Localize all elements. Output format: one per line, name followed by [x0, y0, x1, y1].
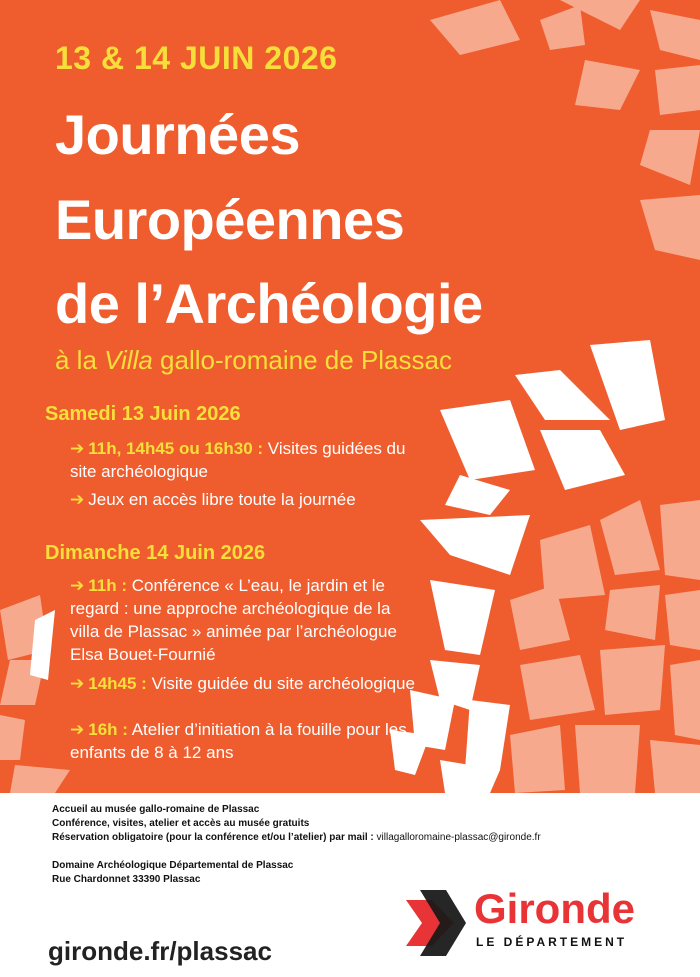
title-line-2: Européennes	[55, 188, 405, 251]
info-text: Accueil au musée gallo-romaine de Plassac	[52, 804, 260, 815]
email-link[interactable]: villagalloromaine-plassac@gironde.fr	[376, 832, 541, 843]
info-text: Domaine Archéologique Départemental de Plassac	[52, 860, 294, 871]
arrow-icon: ➔	[70, 674, 85, 693]
logo-subtitle: LE DÉPARTEMENT	[476, 935, 628, 949]
item-text: Atelier d’initiation à la fouille pour les enfants de 8 à 12 ans	[70, 720, 407, 762]
item-text: Conférence « L’eau, le jardin et le regard : une approche archéologique de la villa de Plassac » animée par l’archéologue Elsa Bouet-Fournié	[70, 576, 397, 664]
event-dates: 13 & 14 JUIN 2026	[55, 40, 338, 76]
info-line	[52, 817, 612, 831]
website-link[interactable]: gironde.fr/plassac	[48, 936, 272, 966]
info-line	[52, 803, 612, 817]
item-time: 11h :	[88, 576, 127, 595]
title-line-3: de l’Archéologie	[55, 272, 483, 335]
spacer	[52, 845, 612, 859]
schedule-item	[70, 437, 415, 483]
arrow-icon: ➔	[70, 576, 85, 595]
gironde-logo	[398, 885, 668, 958]
info-line	[52, 859, 612, 873]
day-heading-saturday: Samedi 13 Juin 2026	[45, 403, 241, 425]
subtitle-prefix: à la	[55, 345, 105, 375]
info-text: Rue Chardonnet 33390 Plassac	[52, 874, 201, 885]
arrow-icon: ➔	[70, 490, 85, 509]
schedule-item	[70, 574, 415, 666]
schedule-item	[70, 488, 415, 511]
gironde-arrow-icon	[398, 888, 468, 958]
item-time: 11h, 14h45 ou 16h30 :	[88, 439, 264, 458]
subtitle-suffix: gallo-romaine de Plassac	[152, 345, 452, 375]
practical-info	[52, 803, 612, 887]
item-text: Visite guidée du site archéologique	[146, 674, 415, 693]
item-text: Jeux en accès libre toute la journée	[88, 490, 356, 509]
subtitle	[55, 345, 452, 376]
arrow-icon: ➔	[70, 720, 85, 739]
schedule-item	[70, 672, 415, 695]
logo-wordmark: Gironde	[474, 885, 636, 932]
subtitle-italic: Villa	[104, 345, 153, 375]
info-text: Réservation obligatoire (pour la conférence et/ou l’atelier) par mail :	[52, 832, 377, 843]
title-line-1: Journées	[55, 103, 300, 166]
info-line	[52, 831, 612, 845]
item-text: Visites guidées du site archéologique	[70, 439, 406, 481]
schedule-item	[70, 718, 415, 764]
info-text: Conférence, visites, atelier et accès au musée gratuits	[52, 818, 310, 829]
arrow-icon: ➔	[70, 439, 85, 458]
item-time: 14h45 :	[88, 674, 147, 693]
item-time: 16h :	[88, 720, 128, 739]
day-heading-sunday: Dimanche 14 Juin 2026	[45, 542, 266, 564]
